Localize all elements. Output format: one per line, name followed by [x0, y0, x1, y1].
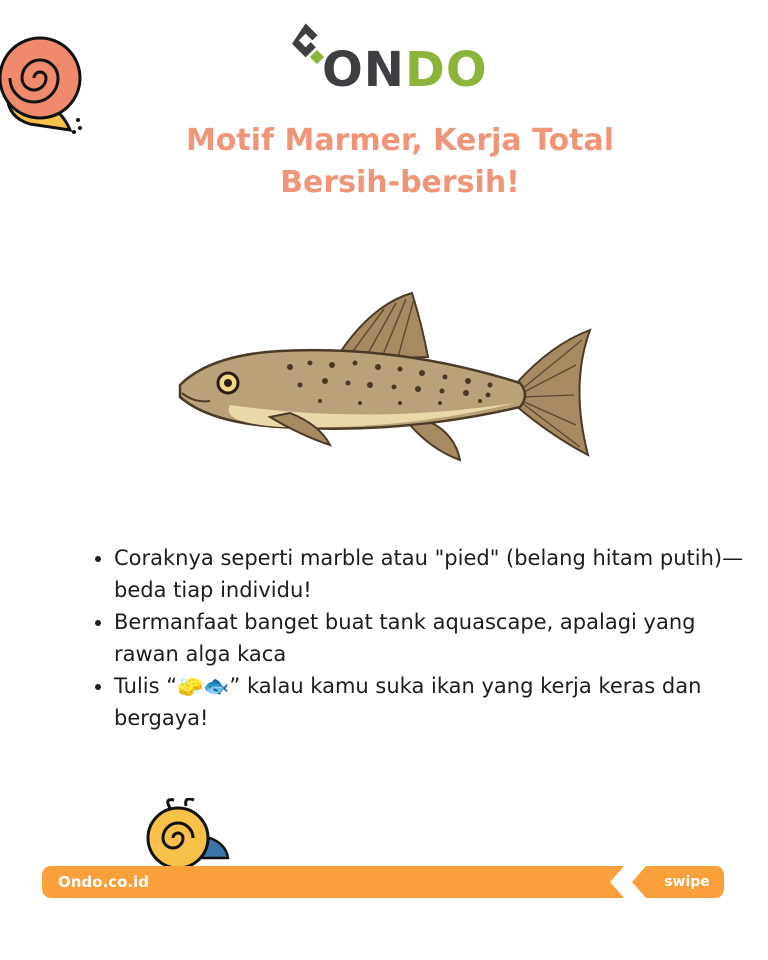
page-title: [100, 120, 700, 204]
brand-wordmark-dark: ON: [322, 42, 405, 98]
title-line-2: Bersih-bersih!: [280, 165, 520, 200]
footer: [42, 866, 724, 898]
brand-wordmark-green: DO: [404, 42, 488, 98]
swipe-label[interactable]: swipe: [664, 874, 710, 890]
feature-list: [78, 542, 754, 734]
list-item: • Coraknya seperti marble atau "pied" (belang hitam putih)—beda tiap individu!: [114, 542, 754, 606]
title-line-1: Motif Marmer, Kerja Total: [185, 123, 615, 158]
website-link[interactable]: Ondo.co.id: [58, 873, 149, 891]
loach-fish-icon: [170, 285, 600, 470]
snail-icon: [0, 20, 92, 140]
list-item: • Bermanfaat banget buat tank aquascape, apalagi yang rawan alga kaca: [114, 606, 754, 670]
snail-icon: [140, 798, 236, 870]
brand-wordmark: [322, 42, 488, 98]
brand-logo: [288, 18, 488, 100]
list-item: • Tulis “🧽🐟” kalau kamu suka ikan yang kerja keras dan bergaya!: [114, 670, 754, 734]
